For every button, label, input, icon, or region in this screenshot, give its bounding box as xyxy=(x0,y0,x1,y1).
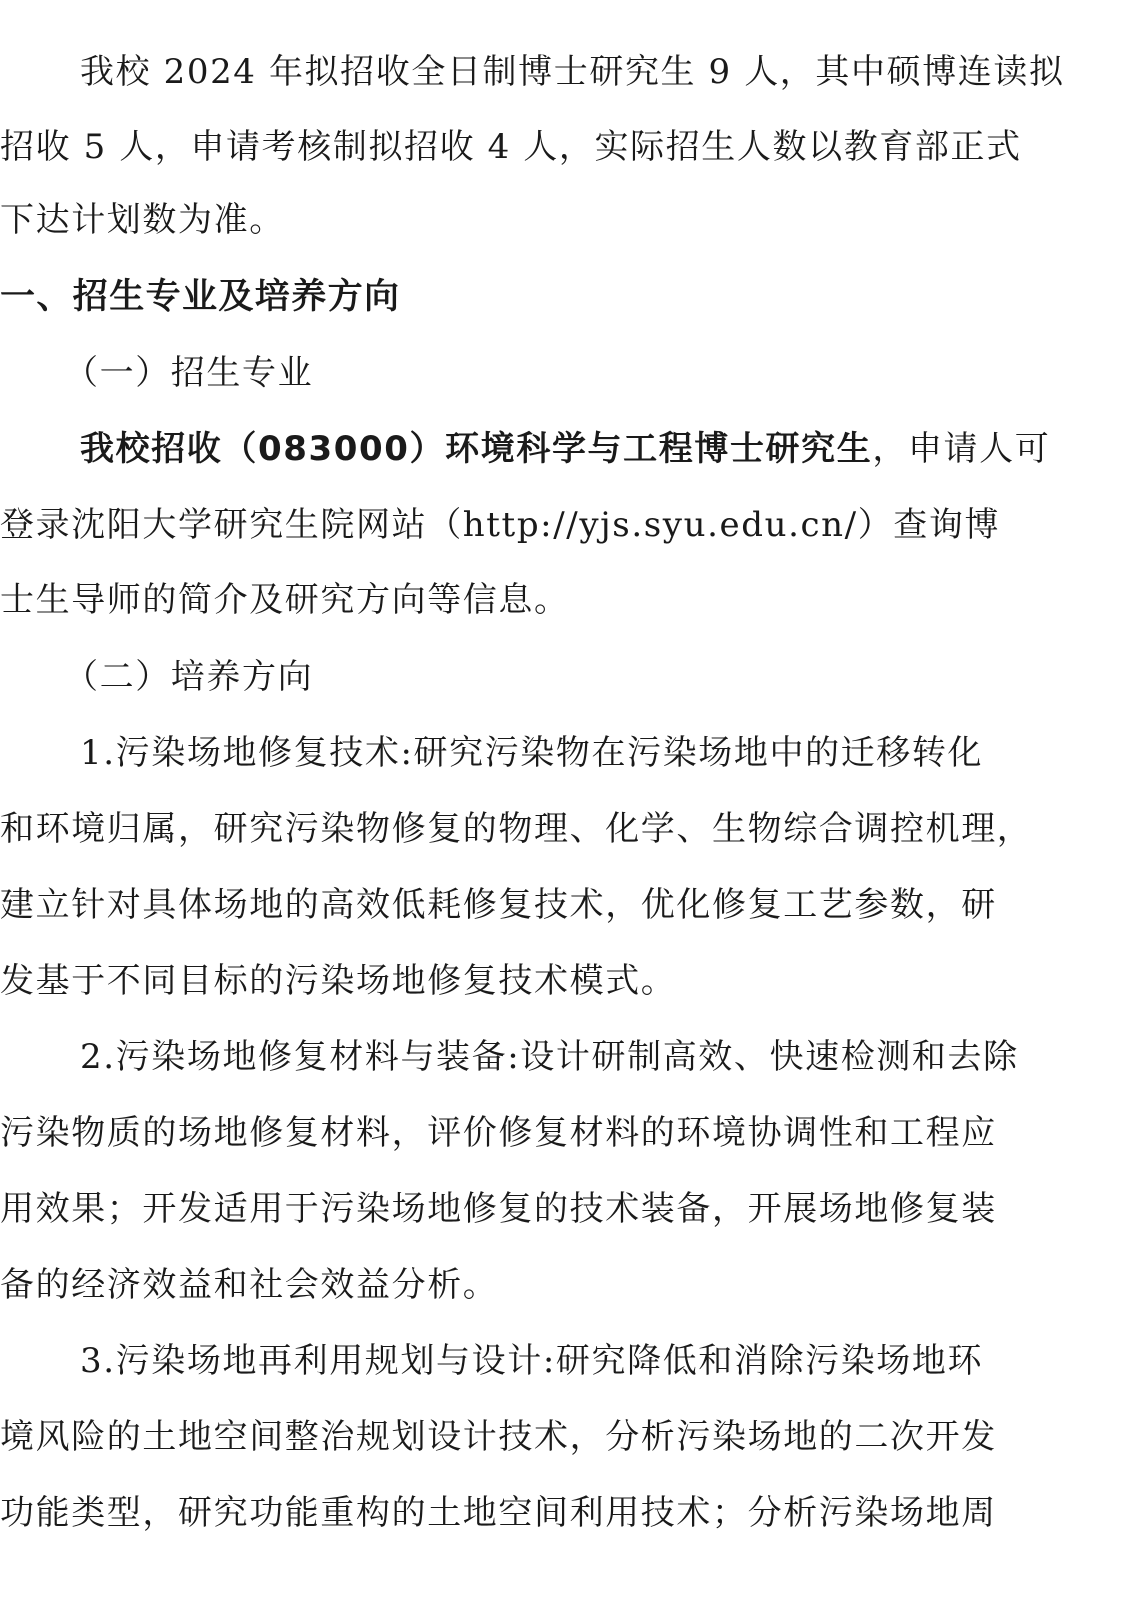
direction-2-line-4: 备的经济效益和社会效益分析。 xyxy=(0,1265,499,1305)
direction-1-line-1: 1.污染场地修复技术:研究污染物在污染场地中的迁移转化 xyxy=(80,733,984,773)
subsection-heading-1: （一）招生专业 xyxy=(64,353,314,393)
major-paragraph-line-1 xyxy=(80,429,1051,469)
direction-1-line-3: 建立针对具体场地的高效低耗修复技术，优化修复工艺参数，研 xyxy=(0,885,997,925)
major-line-1-rest: ，申请人可 xyxy=(872,429,1051,469)
major-bold-text: 我校招收（083000）环境科学与工程博士研究生 xyxy=(80,429,873,469)
intro-line-1: 我校 2024 年拟招收全日制博士研究生 9 人，其中硕博连读拟 xyxy=(80,52,1065,92)
major-paragraph-line-3: 士生导师的简介及研究方向等信息。 xyxy=(0,580,570,620)
major-paragraph-line-2: 登录沈阳大学研究生院网站（http://yjs.syu.edu.cn/）查询博 xyxy=(0,505,1001,545)
section-heading: 一、招生专业及培养方向 xyxy=(0,277,401,317)
direction-2-line-2: 污染物质的场地修复材料，评价修复材料的环境协调性和工程应 xyxy=(0,1113,997,1153)
direction-2-line-1: 2.污染场地修复材料与装备:设计研制高效、快速检测和去除 xyxy=(80,1037,1019,1077)
direction-3-line-3: 功能类型，研究功能重构的土地空间利用技术；分析污染场地周 xyxy=(0,1493,997,1533)
direction-3-line-2: 境风险的土地空间整治规划设计技术，分析污染场地的二次开发 xyxy=(0,1417,997,1457)
direction-1-line-4: 发基于不同目标的污染场地修复技术模式。 xyxy=(0,961,677,1001)
direction-2-line-3: 用效果；开发适用于污染场地修复的技术装备，开展场地修复装 xyxy=(0,1189,997,1229)
subsection-heading-2: （二）培养方向 xyxy=(64,657,314,697)
direction-3-line-1: 3.污染场地再利用规划与设计:研究降低和消除污染场地环 xyxy=(80,1341,984,1381)
intro-line-2: 招收 5 人，申请考核制拟招收 4 人，实际招生人数以教育部正式 xyxy=(0,127,1022,167)
direction-1-line-2: 和环境归属，研究污染物修复的物理、化学、生物综合调控机理， xyxy=(0,809,1033,849)
intro-line-3: 下达计划数为准。 xyxy=(0,200,285,240)
